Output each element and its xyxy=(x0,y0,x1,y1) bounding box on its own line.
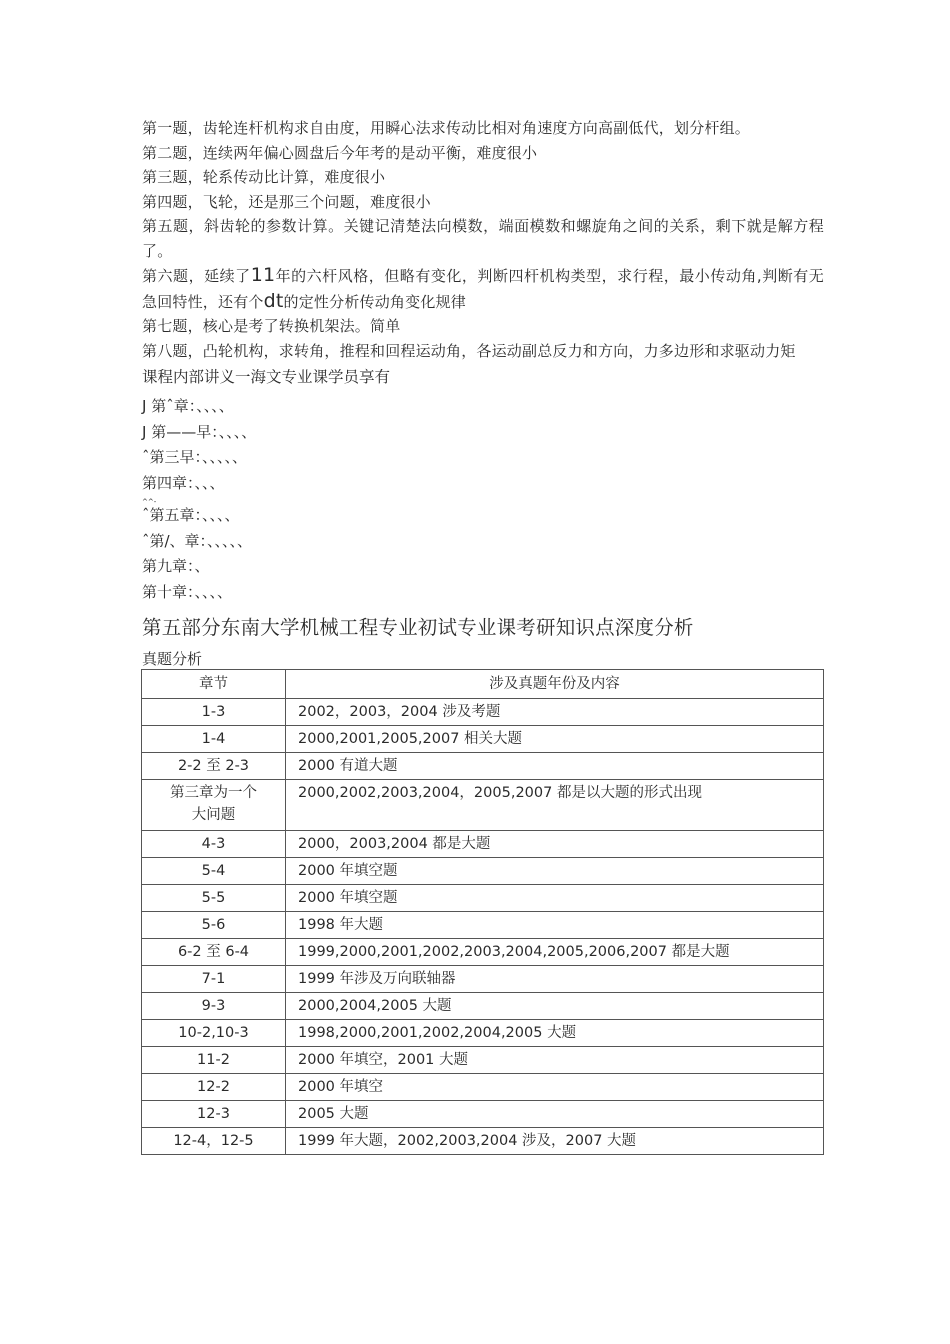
cell-content: 2000,2004,2005 大题 xyxy=(286,993,824,1020)
q6-dt: dt xyxy=(263,289,284,312)
table-caption: 真题分析 xyxy=(142,650,203,668)
chapter-item: ˆ第五章：、、、、 xyxy=(142,506,240,524)
q6-text-a: 第六题，延续了 xyxy=(142,267,251,285)
cell-chapter: 9-3 xyxy=(142,993,286,1020)
table-row xyxy=(142,1128,824,1155)
paragraph-q3: 第三题，轮系传动比计算，难度很小 xyxy=(142,168,386,186)
cell-content: 2002，2003，2004 涉及考题 xyxy=(286,699,824,726)
chapter-list xyxy=(142,394,824,605)
cell-chapter: 1-4 xyxy=(142,726,286,753)
table-row xyxy=(142,939,824,966)
cell-content: 2000 年填空 xyxy=(286,1074,824,1101)
cell-content: 2000 有道大题 xyxy=(286,753,824,780)
header-years-content: 涉及真题年份及内容 xyxy=(286,670,824,699)
cell-content: 2005 大题 xyxy=(286,1101,824,1128)
table-row xyxy=(142,1074,824,1101)
chapter-item: 第四章：、、、 xyxy=(142,473,225,492)
chapter-item: 第十章：、、、、 xyxy=(142,582,233,601)
table-row xyxy=(142,912,824,939)
cell-content: 1999 年涉及万向联轴器 xyxy=(286,966,824,993)
paragraph-q7: 第七题，核心是考了转换机架法。简单 xyxy=(142,317,401,335)
document-page xyxy=(142,116,824,1155)
cell-chapter: 1-3 xyxy=(142,699,286,726)
header-chapter: 章节 xyxy=(142,670,286,699)
cell-chapter: 7-1 xyxy=(142,966,286,993)
table-row xyxy=(142,726,824,753)
cell-content: 2000,2002,2003,2004，2005,2007 都是以大题的形式出现 xyxy=(286,780,824,831)
cell-content: 2000 年填空，2001 大题 xyxy=(286,1047,824,1074)
cell-content: 2000，2003,2004 都是大题 xyxy=(286,831,824,858)
cell-chapter: 第三章为一个大问题 xyxy=(142,780,286,831)
table-row xyxy=(142,831,824,858)
paragraph-q1: 第一题，齿轮连杆机构求自由度，用瞬心法求传动比相对角速度方向高副低代，划分杆组。 xyxy=(142,119,751,137)
course-note: 课程内部讲义一海文专业课学员享有 xyxy=(142,368,391,386)
chapter-item: ˆ第/、章：、、、、、 xyxy=(142,531,253,550)
q6-text-c: 的定性分析传动角变化规律 xyxy=(283,292,466,311)
cell-chapter: 11-2 xyxy=(142,1047,286,1074)
section-heading: 第五部分东南大学机械工程专业初试专业课考研知识点深度分析 xyxy=(142,616,694,639)
chapter-item: 第九章：、 xyxy=(142,557,210,575)
table-row xyxy=(142,1047,824,1074)
table-row xyxy=(142,1101,824,1128)
q6-number: 11 xyxy=(250,264,276,286)
cell-chapter: 5-4 xyxy=(142,858,286,885)
table-row xyxy=(142,966,824,993)
cell-chapter: 4-3 xyxy=(142,831,286,858)
cell-content: 2000,2001,2005,2007 相关大题 xyxy=(286,726,824,753)
table-header-row xyxy=(142,670,824,699)
chapter-item: J 第ˆ章：、、、、 xyxy=(142,397,234,415)
paragraph-q2: 第二题，连续两年偏心圆盘后今年考的是动平衡，难度很小 xyxy=(142,143,538,162)
table-row xyxy=(142,753,824,780)
cell-content: 1998 年大题 xyxy=(286,912,824,939)
table-row xyxy=(142,1020,824,1047)
cell-chapter: 5-5 xyxy=(142,885,286,912)
chapter-mark: ^^- xyxy=(142,498,157,506)
cell-chapter: 10-2,10-3 xyxy=(142,1020,286,1047)
cell-chapter: 12-2 xyxy=(142,1074,286,1101)
cell-content: 2000 年填空题 xyxy=(286,858,824,885)
cell-content: 1999 年大题，2002,2003,2004 涉及，2007 大题 xyxy=(286,1128,824,1155)
q6-text-b: 年的六杆风格，但略有变化，判断四杆机构类型，求行程，最小传动角,判断有无急回特性，还有个 xyxy=(142,267,824,311)
cell-chapter: 5-6 xyxy=(142,912,286,939)
cell-content: 2000 年填空题 xyxy=(286,885,824,912)
table-row xyxy=(142,780,824,831)
paragraph-q6 xyxy=(142,263,824,314)
chapter-item: ˆ第三早：、、、、、 xyxy=(142,448,248,466)
cell-content: 1998,2000,2001,2002,2004,2005 大题 xyxy=(286,1020,824,1047)
paragraph-q8: 第八题，凸轮机构，求转角，推程和回程运动角，各运动副总反力和方向，力多边形和求驱动力矩 xyxy=(142,341,796,360)
cell-chapter: 2-2 至 2-3 xyxy=(142,753,286,780)
exam-topics-table xyxy=(141,669,824,1155)
cell-chapter: 6-2 至 6-4 xyxy=(142,939,286,966)
cell-chapter: 12-3 xyxy=(142,1101,286,1128)
cell-chapter: 12-4，12-5 xyxy=(142,1128,286,1155)
paragraph-q5: 第五题，斜齿轮的参数计算。关键记清楚法向模数，端面模数和螺旋角之间的关系，剩下就是解方程了。 xyxy=(142,217,824,260)
paragraph-q4: 第四题，飞轮，还是那三个问题，难度很小 xyxy=(142,192,431,211)
table-row xyxy=(142,885,824,912)
table-row xyxy=(142,858,824,885)
cell-content: 1999,2000,2001,2002,2003,2004,2005,2006,2007 都是大题 xyxy=(286,939,824,966)
table-row xyxy=(142,699,824,726)
table-row xyxy=(142,993,824,1020)
chapter-item: J 第——早：、、、、 xyxy=(142,422,257,441)
